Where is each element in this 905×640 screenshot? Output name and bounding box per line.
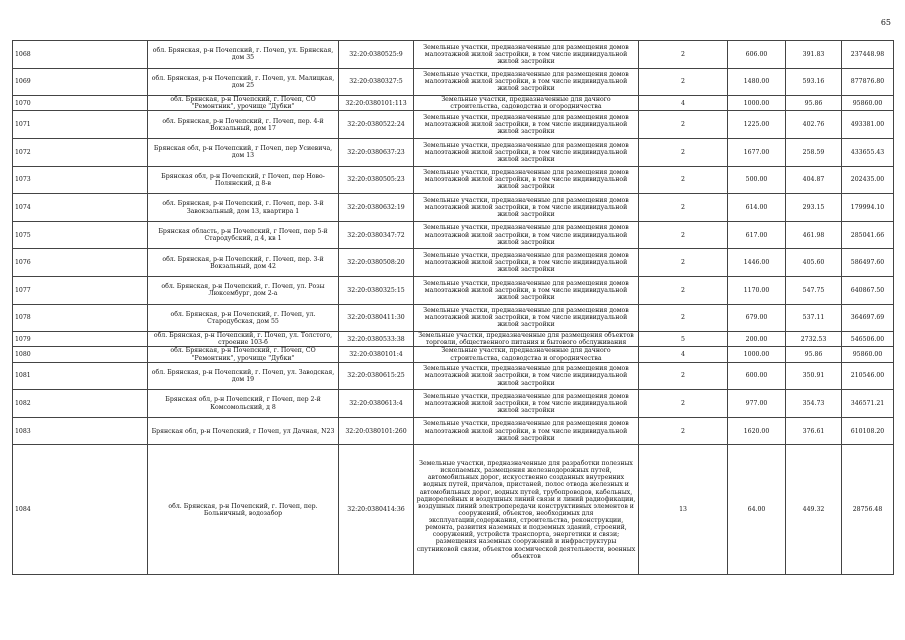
area-cell: 1620.00 (728, 417, 786, 445)
area-cell: 1480.00 (728, 68, 786, 96)
row-number: 1077 (13, 277, 148, 305)
address-cell: обл. Брянская, р-н Почепский, г. Почеп, ул. Брянская, дом 35 (148, 41, 339, 69)
row-number: 1073 (13, 166, 148, 194)
area-cell: 1225.00 (728, 111, 786, 139)
row-number: 1074 (13, 194, 148, 222)
cadastral-number-cell: 32:20:0380632:19 (339, 194, 414, 222)
row-number: 1080 (13, 347, 148, 362)
area-cell: 1446.00 (728, 249, 786, 277)
table-row (13, 347, 894, 362)
specific-value-cell: 95.86 (786, 347, 842, 362)
cadastral-value-cell: 210546.00 (842, 362, 894, 390)
specific-value-cell: 547.75 (786, 277, 842, 305)
area-cell: 977.00 (728, 390, 786, 418)
cadastral-value-cell: 179994.10 (842, 194, 894, 222)
address-cell: обл. Брянская, р-н Почепский, г. Почеп, ул. Толстого, строение 103-б (148, 332, 339, 347)
cadastral-value-cell: 202435.00 (842, 166, 894, 194)
row-number: 1075 (13, 221, 148, 249)
address-cell: обл. Брянская, р-н Почепский, г. Почеп, пер. 3-й Вокзальный, дом 42 (148, 249, 339, 277)
table-row (13, 139, 894, 167)
use-group-cell: 2 (639, 111, 728, 139)
table-row (13, 41, 894, 69)
cadastral-number-cell: 32:20:0380508:20 (339, 249, 414, 277)
area-cell: 1000.00 (728, 96, 786, 111)
address-cell: обл. Брянская, р-н Почепский, г. Почеп, СО "Ремонтник", урочище "Дубки" (148, 96, 339, 111)
address-cell: Брянская обл, р-н Почепский, г Почеп, ул Дачная, N23 (148, 417, 339, 445)
area-cell: 500.00 (728, 166, 786, 194)
cadastral-value-cell: 546506.00 (842, 332, 894, 347)
specific-value-cell: 2732.53 (786, 332, 842, 347)
cadastral-number-cell: 32:20:0380347:72 (339, 221, 414, 249)
specific-value-cell: 391.83 (786, 41, 842, 69)
cadastral-value-cell: 285041.66 (842, 221, 894, 249)
address-cell: обл. Брянская, р-н Почепский, г. Почеп, пер. 3-й Завокзальный, дом 13, квартира 1 (148, 194, 339, 222)
address-cell: обл. Брянская, р-н Почепский, г. Почеп, ул. Стародубская, дом 55 (148, 304, 339, 332)
use-group-cell: 2 (639, 68, 728, 96)
cadastral-number-cell: 32:20:0380327:5 (339, 68, 414, 96)
specific-value-cell: 354.73 (786, 390, 842, 418)
table-row (13, 417, 894, 445)
specific-value-cell: 95.86 (786, 96, 842, 111)
row-number: 1078 (13, 304, 148, 332)
use-group-cell: 4 (639, 347, 728, 362)
area-cell: 614.00 (728, 194, 786, 222)
row-number: 1084 (13, 445, 148, 575)
table-row (13, 249, 894, 277)
row-number: 1083 (13, 417, 148, 445)
specific-value-cell: 404.87 (786, 166, 842, 194)
area-cell: 1000.00 (728, 347, 786, 362)
specific-value-cell: 593.16 (786, 68, 842, 96)
table-row (13, 96, 894, 111)
specific-value-cell: 293.15 (786, 194, 842, 222)
address-cell: Брянская область, р-н Почепский, г Почеп, пер 5-й Стародубский, д 4, кв 1 (148, 221, 339, 249)
cadastral-value-cell: 610108.20 (842, 417, 894, 445)
cadastral-value-cell: 640867.50 (842, 277, 894, 305)
address-cell: обл. Брянская, р-н Почепский, г. Почеп, ул. Розы Люксембург, дом 2-а (148, 277, 339, 305)
row-number: 1068 (13, 41, 148, 69)
permitted-use-cell: Земельные участки, предназначенные для размещения домов малоэтажной жилой застройки, в том числе индивидуальной жилой застройки (414, 362, 639, 390)
cadastral-value-cell: 493381.00 (842, 111, 894, 139)
row-number: 1081 (13, 362, 148, 390)
row-number: 1070 (13, 96, 148, 111)
address-cell: обл. Брянская, р-н Почепский, г. Почеп, пер. 4-й Вокзальный, дом 17 (148, 111, 339, 139)
permitted-use-cell: Земельные участки, предназначенные для размещения домов малоэтажной жилой застройки, в том числе индивидуальной жилой застройки (414, 111, 639, 139)
permitted-use-cell: Земельные участки, предназначенные для размещения домов малоэтажной жилой застройки, в том числе индивидуальной жилой застройки (414, 139, 639, 167)
use-group-cell: 5 (639, 332, 728, 347)
permitted-use-cell: Земельные участки, предназначенные для размещения домов малоэтажной жилой застройки, в том числе индивидуальной жилой застройки (414, 417, 639, 445)
cadastral-value-cell: 346571.21 (842, 390, 894, 418)
cadastral-value-cell: 586497.60 (842, 249, 894, 277)
permitted-use-cell: Земельные участки, предназначенные для размещения домов малоэтажной жилой застройки, в том числе индивидуальной жилой застройки (414, 68, 639, 96)
area-cell: 606.00 (728, 41, 786, 69)
cadastral-number-cell: 32:20:0380411:30 (339, 304, 414, 332)
use-group-cell: 13 (639, 445, 728, 575)
permitted-use-cell: Земельные участки, предназначенные для разработки полезных ископаемых, размещения железнодорожных путей, автомобильных дорог, искусственно созданных внутренних водных путей, причалов, пристаней, полос отвода железных и автомобильных дорог, водных путей, трубопроводов, кабельных, радиорелейных и воздушных линий связи и линий радиофикации, воздушных линий электропередачи конструктивных элементов и сооружений, объектов, необходимых для эксплуатации,содержания, строительства, реконструкции, ремонта, развития наземных и подземных зданий, строений, сооружений, устройств транспорта, энергетики и связи; размещения наземных сооружений и инфраструктуры спутниковой связи, объектов космической деятельности, военных объектов (414, 445, 639, 575)
permitted-use-cell: Земельные участки, предназначенные для размещения домов малоэтажной жилой застройки, в том числе индивидуальной жилой застройки (414, 221, 639, 249)
table-row (13, 111, 894, 139)
cadastral-number-cell: 32:20:0380414:36 (339, 445, 414, 575)
use-group-cell: 2 (639, 417, 728, 445)
cadastral-value-cell: 95860.00 (842, 347, 894, 362)
specific-value-cell: 449.32 (786, 445, 842, 575)
use-group-cell: 2 (639, 277, 728, 305)
use-group-cell: 2 (639, 221, 728, 249)
table-row (13, 166, 894, 194)
table-row (13, 304, 894, 332)
row-number: 1082 (13, 390, 148, 418)
table-row (13, 362, 894, 390)
table-row (13, 390, 894, 418)
specific-value-cell: 461.98 (786, 221, 842, 249)
area-cell: 617.00 (728, 221, 786, 249)
land-registry-table (12, 40, 894, 575)
specific-value-cell: 376.61 (786, 417, 842, 445)
table-body (13, 41, 894, 575)
cadastral-number-cell: 32:20:0380615:25 (339, 362, 414, 390)
cadastral-number-cell: 32:20:0380325:15 (339, 277, 414, 305)
use-group-cell: 2 (639, 41, 728, 69)
area-cell: 64.00 (728, 445, 786, 575)
cadastral-value-cell: 877876.80 (842, 68, 894, 96)
cadastral-value-cell: 28756.48 (842, 445, 894, 575)
address-cell: обл. Брянская, р-н Почепский, г. Почеп, пер. Больничный, водозабор (148, 445, 339, 575)
row-number: 1069 (13, 68, 148, 96)
permitted-use-cell: Земельные участки, предназначенные для размещения домов малоэтажной жилой застройки, в том числе индивидуальной жилой застройки (414, 304, 639, 332)
permitted-use-cell: Земельные участки, предназначенные для размещения домов малоэтажной жилой застройки, в том числе индивидуальной жилой застройки (414, 249, 639, 277)
cadastral-number-cell: 32:20:0380637:23 (339, 139, 414, 167)
specific-value-cell: 537.11 (786, 304, 842, 332)
cadastral-number-cell: 32:20:0380101:4 (339, 347, 414, 362)
cadastral-number-cell: 32:20:0380533:38 (339, 332, 414, 347)
cadastral-value-cell: 364697.69 (842, 304, 894, 332)
address-cell: Брянская обл, р-н Почепский, г Почеп, пер Ново-Полянский, д 8-в (148, 166, 339, 194)
permitted-use-cell: Земельные участки, предназначенные для размещения домов малоэтажной жилой застройки, в том числе индивидуальной жилой застройки (414, 166, 639, 194)
table-row (13, 68, 894, 96)
specific-value-cell: 350.91 (786, 362, 842, 390)
row-number: 1079 (13, 332, 148, 347)
row-number: 1076 (13, 249, 148, 277)
cadastral-number-cell: 32:20:0380505:23 (339, 166, 414, 194)
specific-value-cell: 402.76 (786, 111, 842, 139)
permitted-use-cell: Земельные участки, предназначенные для дачного строительства, садоводства и огородничества (414, 96, 639, 111)
cadastral-value-cell: 237448.98 (842, 41, 894, 69)
permitted-use-cell: Земельные участки, предназначенные для размещения объектов торговли, общественного питания и бытового обслуживания (414, 332, 639, 347)
permitted-use-cell: Земельные участки, предназначенные для размещения домов малоэтажной жилой застройки, в том числе индивидуальной жилой застройки (414, 390, 639, 418)
permitted-use-cell: Земельные участки, предназначенные для размещения домов малоэтажной жилой застройки, в том числе индивидуальной жилой застройки (414, 277, 639, 305)
address-cell: обл. Брянская, р-н Почепский, г. Почеп, ул. Заводская, дом 19 (148, 362, 339, 390)
table-row (13, 445, 894, 575)
area-cell: 600.00 (728, 362, 786, 390)
use-group-cell: 2 (639, 139, 728, 167)
row-number: 1072 (13, 139, 148, 167)
page-number: 65 (880, 18, 891, 27)
address-cell: обл. Брянская, р-н Почепский, г. Почеп, СО "Ремонтник", урочище "Дубки" (148, 347, 339, 362)
area-cell: 1677.00 (728, 139, 786, 167)
cadastral-value-cell: 433655.43 (842, 139, 894, 167)
use-group-cell: 2 (639, 249, 728, 277)
permitted-use-cell: Земельные участки, предназначенные для размещения домов малоэтажной жилой застройки, в том числе индивидуальной жилой застройки (414, 194, 639, 222)
cadastral-number-cell: 32:20:0380101:260 (339, 417, 414, 445)
specific-value-cell: 405.60 (786, 249, 842, 277)
address-cell: обл. Брянская, р-н Почепский, г. Почеп, ул. Малицкая, дом 25 (148, 68, 339, 96)
cadastral-number-cell: 32:20:0380525:9 (339, 41, 414, 69)
cadastral-value-cell: 95860.00 (842, 96, 894, 111)
cadastral-number-cell: 32:20:0380613:4 (339, 390, 414, 418)
table-row (13, 332, 894, 347)
area-cell: 200.00 (728, 332, 786, 347)
address-cell: Брянская обл, р-н Почепский, г Почеп, пер 2-й Комсомольский, д 8 (148, 390, 339, 418)
table-row (13, 221, 894, 249)
area-cell: 679.00 (728, 304, 786, 332)
specific-value-cell: 258.59 (786, 139, 842, 167)
use-group-cell: 4 (639, 96, 728, 111)
permitted-use-cell: Земельные участки, предназначенные для дачного строительства, садоводства и огородничества (414, 347, 639, 362)
use-group-cell: 2 (639, 194, 728, 222)
table-row (13, 277, 894, 305)
address-cell: Брянская обл, р-н Почепский, г Почеп, пер Усиевича, дом 13 (148, 139, 339, 167)
use-group-cell: 2 (639, 304, 728, 332)
cadastral-number-cell: 32:20:0380522:24 (339, 111, 414, 139)
use-group-cell: 2 (639, 166, 728, 194)
table-row (13, 194, 894, 222)
cadastral-number-cell: 32:20:0380101:113 (339, 96, 414, 111)
use-group-cell: 2 (639, 362, 728, 390)
permitted-use-cell: Земельные участки, предназначенные для размещения домов малоэтажной жилой застройки, в том числе индивидуальной жилой застройки (414, 41, 639, 69)
row-number: 1071 (13, 111, 148, 139)
area-cell: 1170.00 (728, 277, 786, 305)
use-group-cell: 2 (639, 390, 728, 418)
